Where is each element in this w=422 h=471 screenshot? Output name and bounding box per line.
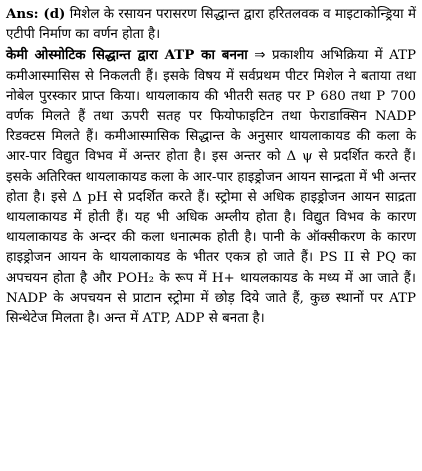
chemiosmosis-paragraph: [6, 45, 416, 329]
implies-arrow-icon: ⇒: [254, 48, 266, 64]
answer-paragraph: [6, 4, 416, 45]
section-heading: केमी ओस्मोटिक सिद्धान्त द्वारा ATP का बनना: [6, 47, 248, 64]
answer-label: Ans: (d): [6, 6, 66, 22]
answer-intro-text: मिशेल के रसायन परासरण सिद्धान्त द्वारा हरितलवक व माइटाकोन्ड्रिया में एटीपी निर्माण का वर्णन होता है।: [6, 7, 416, 43]
section-body-text: प्रकाशीय अभिक्रिया में ATP कमीआस्मासिस से निकलती हैं। इसके विषय में सर्वप्रथम पीटर मिशेल ने बताया तथा नोबेल पुरस्कार प्राप्त किया। थायलाकाय की भीतरी सतह पर P 680 तथा P 700 वर्णक मिलते हैं तथा ऊपरी सतह पर फियोफाइटिन तथा फेराडाक्सिन NADP रिडक्टस मिलते हैं। कमीआस्मासिक सिद्धान्त के अनुसार थायलाकायड की कला के आर-पार विद्युत विभव में अन्तर होता है। इस अन्तर को Δ ψ से प्रदर्शित करते हैं। इसके अतिरिक्त थायलाकायड कला के आर-पार हाइड्रोजन आयन सान्द्रता में भी अन्तर होता है। इसे Δ pH से प्रदर्शित करते हैं। स्ट्रोमा से अधिक हाइड्रोजन आयन साद्रता थायलाकायड में होती हैं। यह भी अधिक अम्लीय होता है। विद्युत विभव के कारण थायलाकायड के अन्दर की कला धनात्मक होती है। पानी के ऑक्सीकरण के कारण हाइड्रोजन आयन के थायलाकायड के भीतर एकत्र हो जाते हैं। PS II से PQ का अपचयन होता है और POH₂ के रूप में H+ थायलकायड के मध्य में आ जाते हैं। NADP के अपचयन से प्राटान स्ट्रोमा में छोड़ दिये जाते हैं, कुछ स्थानों पर ATP सिन्थेटेज मिलता है। अन्त में ATP, ADP से बनता है।: [6, 48, 416, 327]
